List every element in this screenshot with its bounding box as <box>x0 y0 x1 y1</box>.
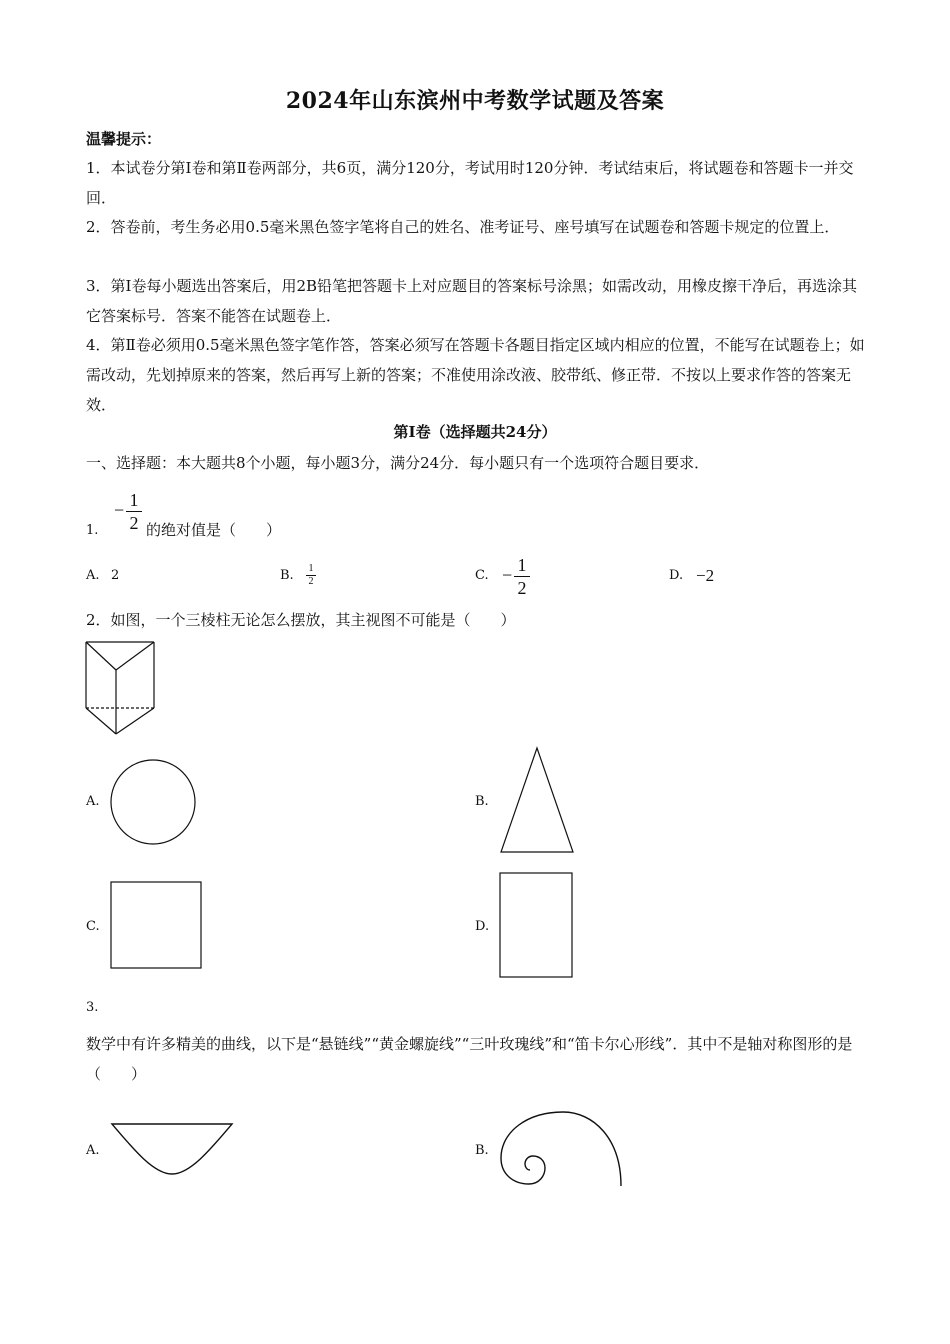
q1-option-d-label: D. <box>669 568 684 583</box>
q1-text: 的绝对值是（ ） <box>146 521 282 539</box>
q1-number: 1. <box>86 523 99 538</box>
q1-fraction-denominator: 2 <box>129 513 139 533</box>
q1-option-b-denominator: 2 <box>308 576 314 587</box>
q1-minus: − <box>114 500 125 520</box>
catenary-curve-figure <box>110 1120 236 1180</box>
q1-option-a-label: A. <box>86 568 100 583</box>
tips-heading: 温馨提示： <box>86 130 162 148</box>
q1-option-c-label: C. <box>475 568 489 583</box>
q1-option-c-fraction <box>514 554 530 599</box>
q1-fraction-numerator: 1 <box>126 489 142 512</box>
q3-number: 3. <box>86 1000 99 1015</box>
q1-fraction <box>126 489 142 534</box>
q2-option-d-label: D. <box>475 919 490 934</box>
tip-item-4: 4．第Ⅱ卷必须用0.5毫米黑色签字笔作答，答案必须写在答题卡各题目指定区域内相应的位置，不能写在试题卷上；如需改动，先划掉原来的答案，然后再写上新的答案；不准使用涂改液、胶带纸、修正带．不按以上要求作答的答案无效． <box>86 336 865 414</box>
q1-option-b-numerator: 1 <box>306 563 316 576</box>
q1-option-c-minus: − <box>502 565 513 585</box>
q2-option-a-label: A. <box>86 794 100 809</box>
q1-option-c-numerator: 1 <box>514 554 530 577</box>
section-intro: 一、选择题：本大题共8个小题，每小题3分，满分24分．每小题只有一个选项符合题目要求． <box>86 454 710 472</box>
triangular-prism-figure <box>84 640 158 738</box>
tip-item-1: 1．本试卷分第Ⅰ卷和第Ⅱ卷两部分，共6页，满分120分，考试用时120分钟．考试结束后，将试题卷和答题卡一并交回． <box>86 159 854 207</box>
q2-circle-figure <box>110 760 198 846</box>
tip-item-2: 2．答卷前，考生务必用0.5毫米黑色签字笔将自己的姓名、准考证号、座号填写在试题卷和答题卡规定的位置上． <box>86 218 840 236</box>
q1-option-a-value: 2 <box>111 568 120 583</box>
q2-text: 2．如图，一个三棱柱无论怎么摆放，其主视图不可能是（ ） <box>86 611 516 629</box>
q1-option-b-label: B. <box>280 568 294 583</box>
q1-option-b-fraction <box>306 563 316 588</box>
section-title: 第Ⅰ卷（选择题共24分） <box>393 423 557 441</box>
q2-rectangle-figure <box>499 871 575 979</box>
q3-text: 数学中有许多精美的曲线，以下是“悬链线”“黄金螺旋线”“三叶玫瑰线”和“笛卡尔心形线”．其中不是轴对称图形的是（ ） <box>86 1035 853 1083</box>
tip-item-3: 3．第Ⅰ卷每小题选出答案后，用2B铅笔把答题卡上对应题目的答案标号涂黑；如需改动，用橡皮擦干净后，再选涂其它答案标号．答案不能答在试题卷上． <box>86 277 858 325</box>
q1-option-d-value: −2 <box>696 566 715 585</box>
q1-option-c-denominator: 2 <box>517 578 527 598</box>
golden-spiral-figure <box>497 1108 627 1192</box>
q2-square-figure <box>110 880 204 972</box>
q2-option-c-label: C. <box>86 919 100 934</box>
q3-option-b-label: B. <box>475 1143 489 1158</box>
page-title: 2024年山东滨州中考数学试题及答案 <box>285 88 665 114</box>
q2-option-b-label: B. <box>475 794 489 809</box>
q2-triangle-figure <box>499 746 577 854</box>
q3-option-a-label: A. <box>86 1143 100 1158</box>
